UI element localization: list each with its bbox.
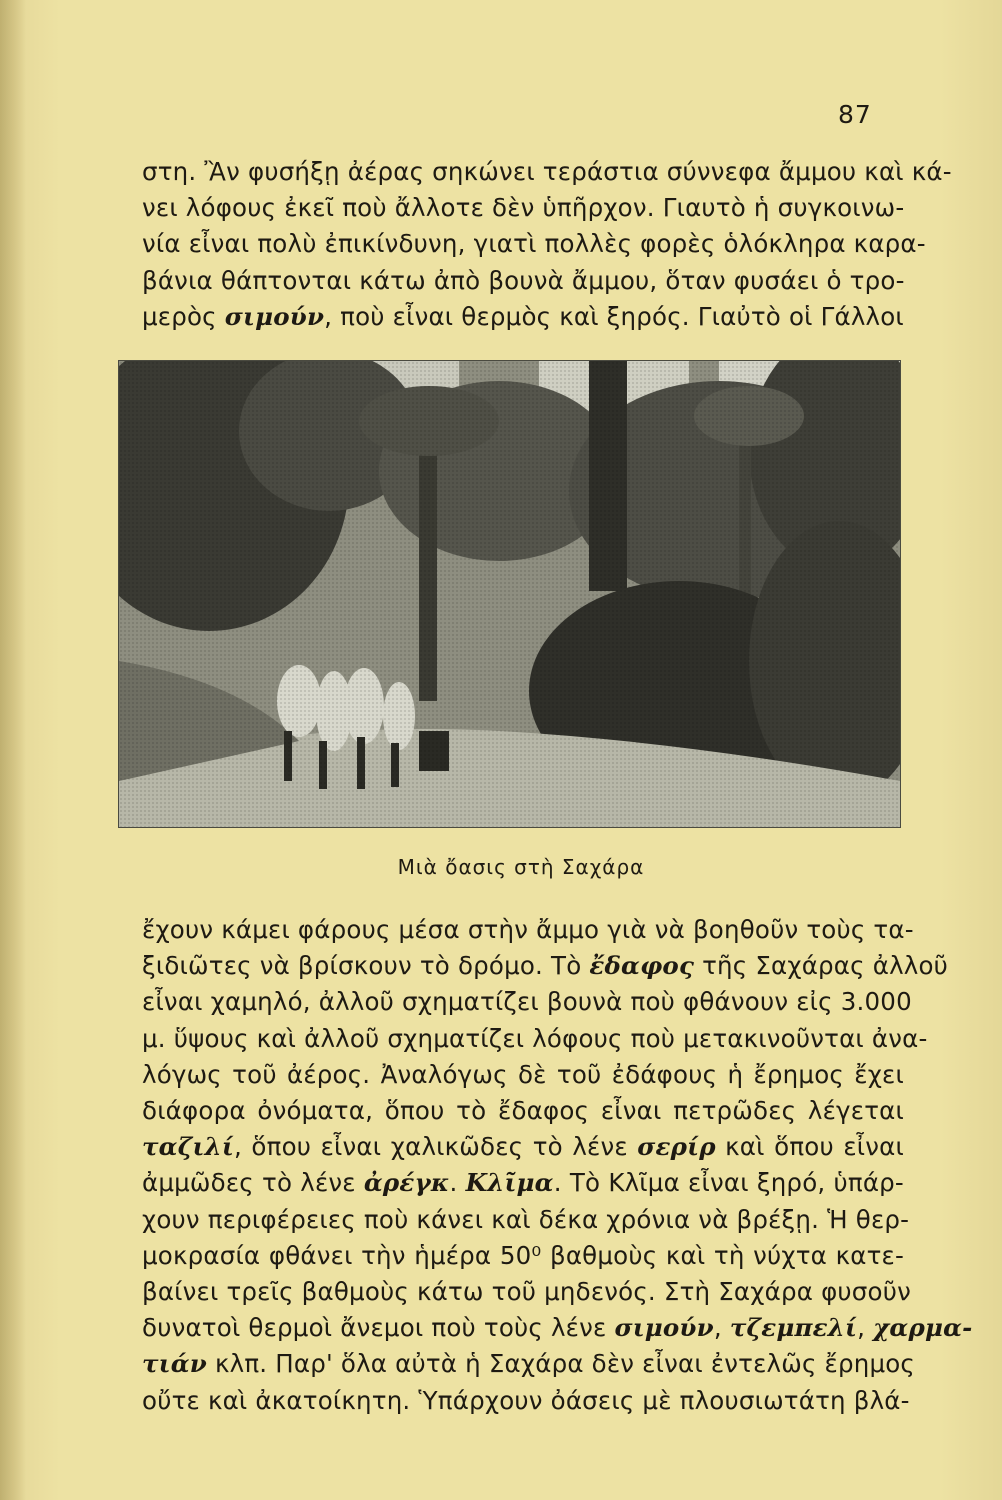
text-segment: ξιδιῶτες νὰ βρίσκουν τὸ δρόμο. Τὸ [142, 951, 590, 981]
text-segment: οὔτε καὶ ἀκατοίκητη. Ὑπάρχουν ὀάσεις μὲ πλουσιωτάτη βλά- [142, 1385, 910, 1415]
text-line [142, 1346, 916, 1382]
text-segment: μερὸς [142, 301, 225, 331]
photo-caption [0, 855, 1002, 879]
page-gutter-shadow [0, 0, 26, 1500]
emphasized-term: τζεμπελί [729, 1313, 858, 1343]
text-line [142, 984, 912, 1020]
text-segment: εἶναι χαμηλό, ἀλλοῦ σχηματίζει βουνὰ ποὺ φθάνουν εἰς 3.000 [142, 987, 912, 1017]
text-segment: χουν περιφέρειες ποὺ κάνει καὶ δέκα χρόνια νὰ βρέξῃ. Ἡ θερ- [142, 1204, 910, 1234]
text-line [142, 154, 952, 190]
emphasized-term: ἔδαφος [589, 951, 695, 981]
text-segment: , [713, 1313, 730, 1343]
oasis-photo-illustration [119, 361, 900, 827]
text-segment: , ποὺ εἶναι θερμὸς καὶ ξηρός. Γιαὐτὸ οἱ Γάλλοι [324, 301, 904, 331]
text-segment: βαίνει τρεῖς βαθμοὺς κάτω τοῦ μηδενός. Στὴ Σαχάρα φυσοῦν [142, 1277, 911, 1307]
text-segment: νει λόφους ἐκεῖ ποὺ ἄλλοτε δὲν ὑπῆρχον. Γιαυτὸ ἡ συγκοινω- [142, 193, 905, 223]
text-segment: καὶ ὅπου εἶναι [715, 1132, 904, 1162]
text-segment: , [857, 1313, 874, 1343]
text-line [142, 299, 904, 335]
emphasized-term: σερίρ [637, 1132, 716, 1162]
text-line [142, 1093, 904, 1129]
text-segment: βάνια θάπτονται κάτω ἀπὸ βουνὰ ἄμμου, ὅταν φυσάει ὁ τρο- [142, 265, 905, 295]
text-line [142, 1057, 904, 1093]
emphasized-term: τιάν [142, 1349, 207, 1379]
text-segment: μ. ὕψους καὶ ἀλλοῦ σχηματίζει λόφους ποὺ μετακινοῦνται ἀνα- [142, 1023, 928, 1053]
text-line [142, 1202, 910, 1238]
emphasized-term: ἀρέγκ [363, 1168, 450, 1198]
text-segment: δυνατοὶ θερμοὶ ἄνεμοι ποὺ τοὺς λένε [142, 1313, 615, 1343]
text-line [142, 1165, 904, 1201]
text-segment: , ὅπου εἶναι χαλικῶδες τὸ λένε [233, 1132, 638, 1162]
text-line [142, 263, 904, 299]
emphasized-term: ταζιλί [142, 1132, 234, 1162]
text-line [142, 1274, 911, 1310]
text-segment: λόγως τοῦ ἀέρος. Ἀναλόγως δὲ τοῦ ἐδάφους ἡ ἔρημος ἔχει [142, 1059, 904, 1089]
text-line [142, 1129, 904, 1165]
photo-caption-text: Μιὰ ὄασις στὴ Σαχάρα [397, 855, 645, 879]
text-line [142, 948, 949, 984]
text-segment: κλπ. Παρ' ὅλα αὐτὰ ἡ Σαχάρα δὲν εἶναι ἐντελῶς ἔρημος [207, 1349, 916, 1379]
text-segment: ἔχουν κάμει φάρους μέσα στὴν ἄμμο γιὰ νὰ βοηθοῦν τοὺς τα- [142, 915, 914, 944]
text-line [142, 1310, 973, 1346]
text-segment: ἀμμῶδες τὸ λένε [142, 1168, 364, 1198]
text-line [142, 226, 926, 262]
oasis-photo [118, 360, 901, 828]
text-line [142, 912, 914, 948]
text-line [142, 190, 904, 226]
text-segment: . Τὸ Κλῖμα εἶναι ξηρό, ὑπάρ- [553, 1168, 904, 1198]
text-segment: στη. Ἂν φυσήξῃ ἀέρας σηκώνει τεράστια σύννεφα ἄμμου καὶ κά- [142, 157, 952, 186]
text-segment: . [449, 1168, 466, 1198]
text-line [142, 1238, 904, 1274]
text-line [142, 1021, 928, 1057]
top-paragraph [142, 154, 952, 335]
text-segment: διάφορα ὀνόματα, ὅπου τὸ ἔδαφος εἶναι πετρῶδες λέγεται [142, 1096, 904, 1126]
bottom-paragraph [142, 912, 973, 1419]
emphasized-term: σιμούν [614, 1313, 714, 1343]
emphasized-term: χαρμα- [873, 1313, 973, 1343]
text-line [142, 1383, 910, 1419]
text-segment: τῆς Σαχάρας ἀλλοῦ [694, 951, 949, 981]
page-number: 87 [838, 100, 872, 129]
emphasized-term: Κλῖμα [465, 1168, 554, 1198]
text-segment: μοκρασία φθάνει τὴν ἡμέρα 50⁰ βαθμοὺς καὶ τὴ νύχτα κατε- [142, 1240, 904, 1270]
emphasized-term: σιμούν [224, 301, 325, 331]
text-segment: νία εἶναι πολὺ ἐπικίνδυνη, γιατὶ πολλὲς φορὲς ὁλόκληρα καρα- [142, 229, 926, 259]
